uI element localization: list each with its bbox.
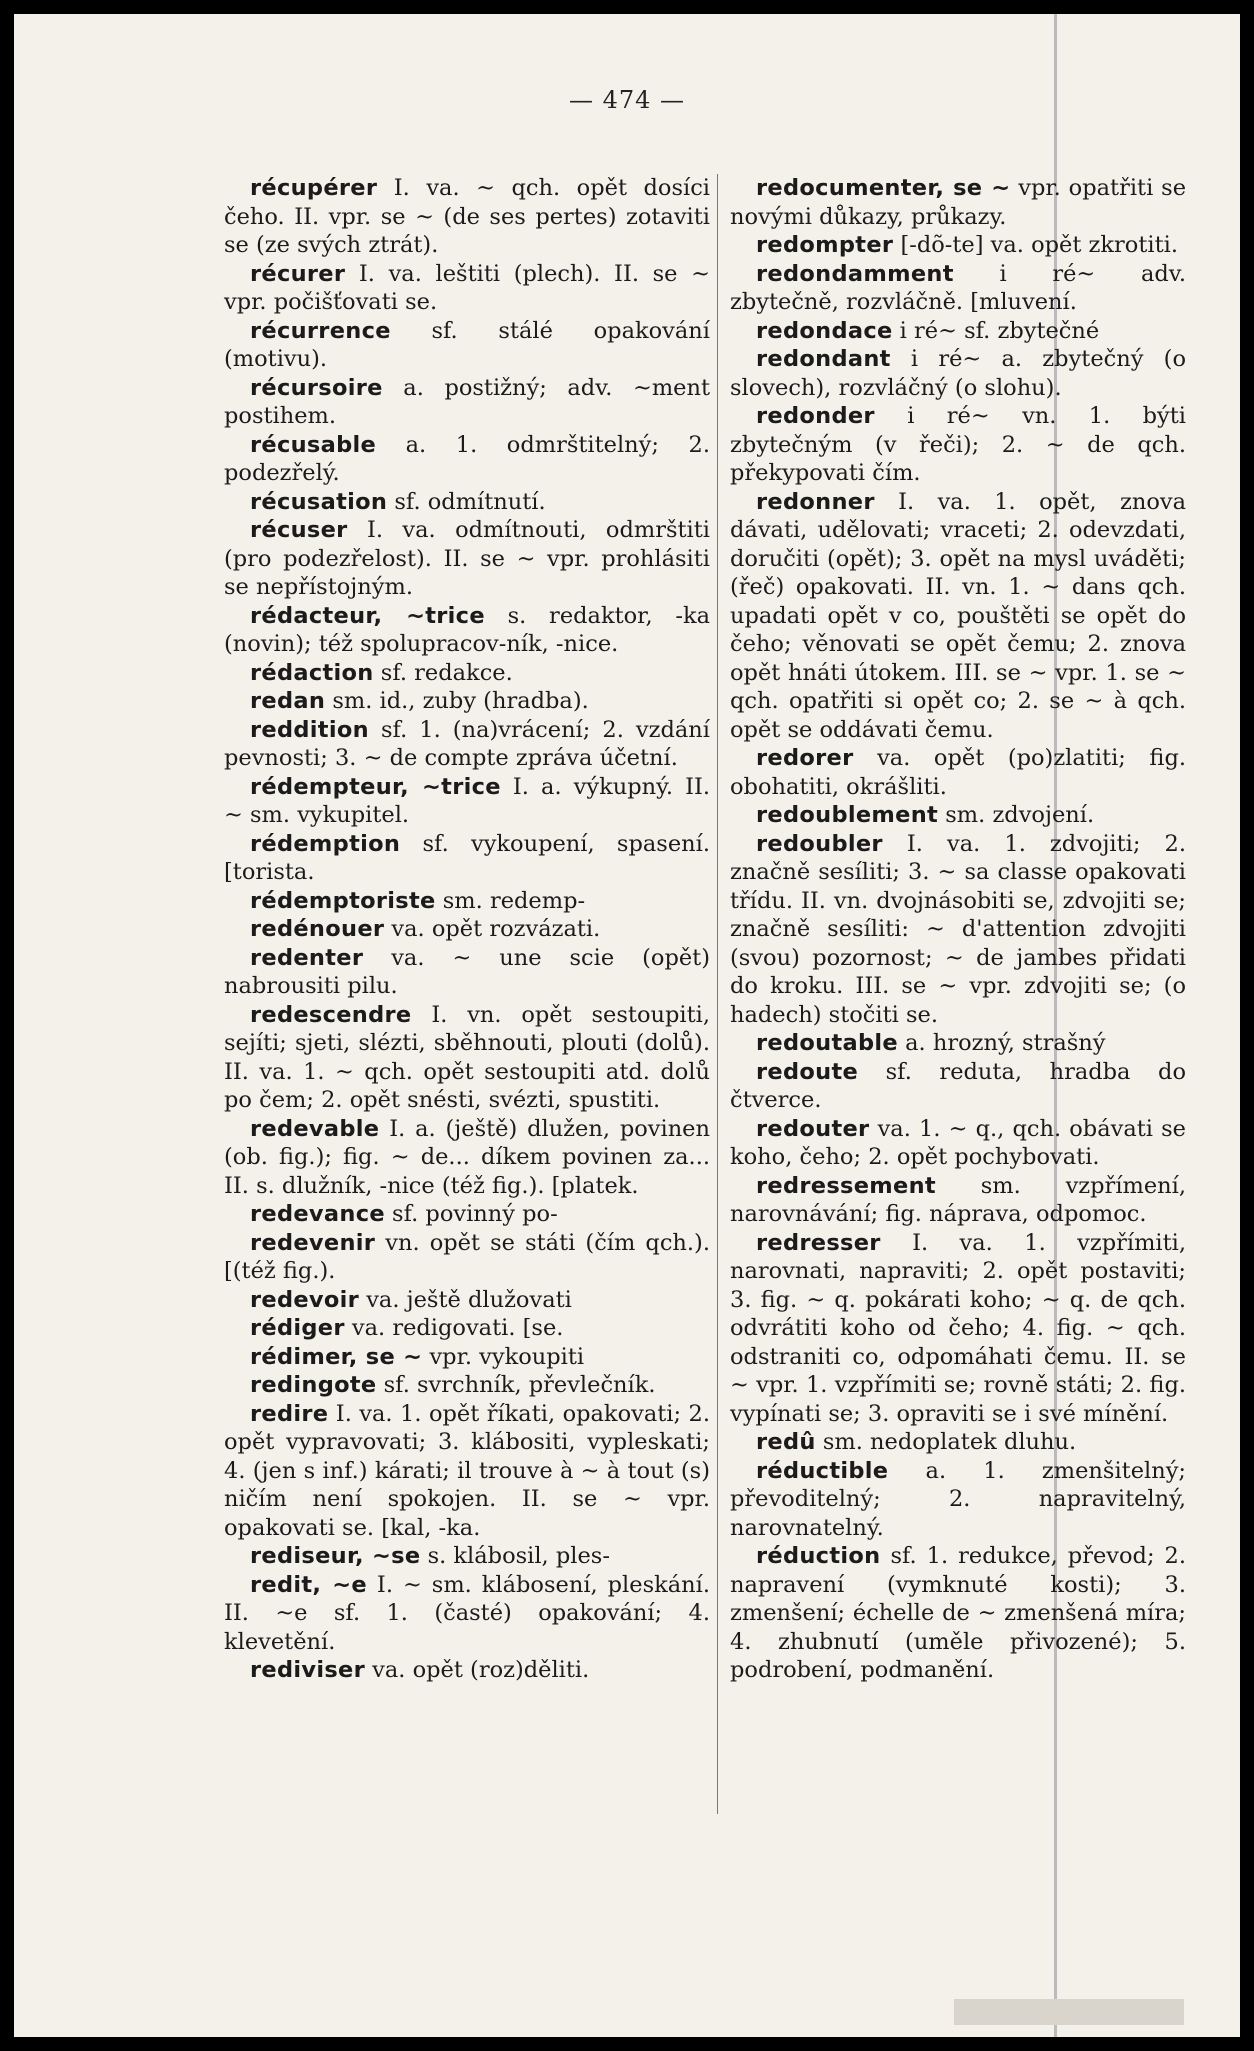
dictionary-entry: [730, 317, 1186, 346]
dictionary-entry: [224, 174, 710, 260]
entry-definition: I. ~ sm. klábosení, pleskání. II. ~e sf. 1. (časté) opakování; 4. klevetění.: [224, 1571, 710, 1655]
entry-headword: récurer: [250, 260, 346, 287]
entry-headword: rédiger: [250, 1315, 345, 1341]
entry-definition: sf. povinný po-: [384, 1201, 558, 1227]
entry-definition: vpr. vykoupiti: [422, 1343, 585, 1370]
dictionary-entry: [224, 1229, 710, 1286]
entry-headword: rédemptoriste: [250, 887, 436, 914]
dictionary-entry: [224, 1542, 710, 1571]
dictionary-entry: [730, 402, 1186, 488]
entry-definition: sm. zdvojení.: [938, 802, 1095, 828]
dictionary-entry: [224, 1286, 710, 1315]
entry-headword: récuser: [250, 517, 348, 543]
entry-definition: a. 1. odmrštitelný; 2. podezřelý.: [224, 431, 710, 486]
dictionary-entry: [730, 174, 1186, 231]
entry-definition: [-dõ-te] va. opět zkrotiti.: [893, 232, 1178, 258]
entry-definition: i ré~ vn. 1. býti zbytečným (v řeči); 2. ~ de qch. překypovati čím.: [730, 403, 1186, 486]
entry-headword: redocumenter, se ~: [756, 175, 1011, 201]
entry-headword: redit, ~e: [250, 1571, 367, 1598]
entry-headword: redan: [250, 688, 326, 714]
entry-headword: redresser: [756, 1229, 881, 1256]
dictionary-entry: [730, 488, 1186, 745]
dictionary-entry: [730, 1457, 1186, 1543]
dictionary-entry: [730, 1172, 1186, 1229]
dictionary-entry: [224, 516, 710, 602]
dictionary-entry: [224, 915, 710, 944]
entry-headword: rédimer, se ~: [250, 1343, 423, 1370]
entry-definition: va. opět (roz)děliti.: [365, 1657, 590, 1683]
entry-headword: redevance: [250, 1201, 385, 1227]
dictionary-entry: [224, 716, 710, 773]
dictionary-entry: [730, 1029, 1186, 1058]
entry-headword: récursoire: [250, 374, 383, 401]
entry-definition: i ré~ a. zbytečný (o slovech), rozvláčný (o slohu).: [730, 346, 1186, 401]
entry-headword: redressement: [756, 1172, 936, 1199]
dictionary-entry: [730, 260, 1186, 317]
entry-headword: rediviser: [250, 1657, 366, 1683]
dictionary-entry: [224, 317, 710, 374]
entry-headword: redire: [250, 1400, 329, 1427]
entry-headword: récurrence: [250, 317, 391, 344]
entry-definition: I. a. výkupný. II. ~ sm. vykupitel.: [224, 773, 710, 828]
dictionary-entry: [224, 944, 710, 1001]
entry-definition: i ré~ adv. zbytečně, rozvláčně. [mluvení.: [730, 260, 1186, 315]
dictionary-entry: [730, 744, 1186, 801]
entry-definition: sf. svrchník, převlečník.: [376, 1372, 656, 1398]
dictionary-entry: [224, 1314, 710, 1343]
entry-definition: vpr. opatřiti se novými důkazy, průkazy.: [730, 175, 1187, 230]
dictionary-entry: [730, 1428, 1186, 1457]
entry-headword: redoublement: [756, 802, 939, 828]
entry-headword: reddition: [250, 716, 369, 743]
entry-definition: va. opět (po)zlatiti; fig. obohatiti, okrášliti.: [730, 745, 1186, 800]
entry-headword: redescendre: [250, 1001, 412, 1028]
entry-headword: récusation: [250, 488, 388, 515]
dictionary-entry: [224, 1371, 710, 1400]
entry-headword: récupérer: [250, 175, 378, 201]
dictionary-entry: [224, 773, 710, 830]
entry-headword: redoutable: [756, 1030, 898, 1056]
entry-definition: I. va. ~ qch. opět dosíci čeho. II. vpr. se ~ (de ses pertes) zotaviti se (ze svých ztrát).: [224, 175, 710, 258]
entry-headword: rediseur, ~se: [250, 1543, 421, 1569]
entry-headword: redû: [756, 1429, 816, 1455]
entry-headword: redevable: [250, 1115, 380, 1142]
entry-headword: rédacteur, ~trice: [250, 602, 485, 629]
page-number: — 474 —: [568, 86, 686, 114]
entry-definition: va. opět rozvázati.: [384, 916, 601, 942]
entry-headword: réduction: [756, 1543, 881, 1569]
dictionary-entry: [224, 659, 710, 688]
entry-headword: rédemption: [250, 830, 401, 857]
entry-headword: réductible: [756, 1457, 889, 1484]
right-column: [730, 174, 1186, 1685]
column-divider: [717, 174, 718, 1814]
entry-definition: va. ~ une scie (opět) nabrousiti pilu.: [224, 944, 710, 999]
dictionary-entry: [224, 887, 710, 916]
dictionary-entry: [224, 602, 710, 659]
entry-definition: a. 1. zmenšitelný; převoditelný; 2. napravitelný, narovnatelný.: [730, 1457, 1186, 1541]
entry-headword: récusable: [250, 431, 377, 458]
entry-definition: va. 1. ~ q., qch. obávati se koho, čeho; 2. opět pochybovati.: [730, 1115, 1186, 1170]
entry-definition: sf. reduta, hradba do čtverce.: [730, 1058, 1186, 1113]
entry-definition: a. postižný; adv. ~ment postihem.: [224, 374, 710, 429]
dictionary-entry: [224, 1200, 710, 1229]
entry-definition: I. va. 1. zdvojiti; 2. značně sesíliti; 3. ~ sa classe opakovati třídu. II. vn. dvojnásobiti se, zdvojiti se; značně sesíliti: ~ d'attention zdvojiti (svou) pozornost; ~ de jambes přidati do kroku. III. se ~ vpr. zdvojiti se; (o hadech) stočiti se.: [730, 830, 1186, 1028]
dictionary-entry: [224, 830, 710, 887]
dictionary-entry: [224, 687, 710, 716]
entry-headword: redouter: [756, 1115, 870, 1142]
dictionary-entry: [224, 374, 710, 431]
entry-definition: s. klábosil, ples-: [420, 1543, 610, 1569]
entry-definition: s. redaktor, -ka (novin); též spolupracov-ník, -nice.: [224, 602, 710, 657]
entry-definition: sf. stálé opakování (motivu).: [224, 317, 710, 372]
entry-definition: sf. vykoupení, spasení. [torista.: [224, 830, 710, 885]
dictionary-entry: [730, 231, 1186, 260]
entry-definition: sf. 1. redukce, převod; 2. napravení (vymknuté kosti); 3. zmenšení; échelle de ~ zmenšená míra; 4. zhubnutí (uměle přivozené); 5. podrobení, podmanění.: [730, 1543, 1186, 1683]
entry-headword: redondace: [756, 317, 893, 344]
entry-headword: redoubler: [756, 830, 883, 857]
entry-headword: redondamment: [756, 260, 954, 287]
dictionary-page: [14, 14, 1240, 2037]
dictionary-entry: [224, 1343, 710, 1372]
dictionary-entry: [224, 1656, 710, 1685]
entry-definition: I. va. 1. opět říkati, opakovati; 2. opět vypravovati; 3. klábositi, vypleskati; 4. (jen s inf.) kárati; il trouve à ~ à tout (s) ničím není spokojen. II. se ~ vpr. opakovati se. [kal, -ka.: [224, 1400, 710, 1541]
entry-definition: i ré~ sf. zbytečné: [892, 317, 1100, 344]
dictionary-entry: [224, 1400, 710, 1543]
entry-definition: a. hrozný, strašný: [897, 1030, 1106, 1056]
dictionary-entry: [224, 488, 710, 517]
entry-definition: sf. redakce.: [373, 659, 513, 686]
dictionary-entry: [730, 830, 1186, 1030]
entry-definition: I. a. (ještě) dlužen, povinen (ob. fig.); fig. ~ de... díkem povinen za... II. s. dlužník, -nice (též fig.). [platek.: [224, 1115, 710, 1199]
entry-definition: sm. redemp-: [435, 887, 586, 914]
dictionary-entry: [730, 801, 1186, 830]
entry-definition: I. vn. opět sestoupiti, sejíti; sjeti, slézti, sběhnouti, plouti (dolů). II. va. 1. ~ qch. opět sestoupiti atd. dolů po čem; 2. opět snésti, svézti, spustiti.: [224, 1001, 710, 1113]
dictionary-entry: [224, 1115, 710, 1201]
dictionary-entry: [730, 1115, 1186, 1172]
dictionary-entry: [730, 1058, 1186, 1115]
scan-artifact-smudge: [954, 1999, 1184, 2025]
entry-headword: redénouer: [250, 916, 385, 942]
entry-definition: va. redigovati. [se.: [344, 1315, 564, 1341]
entry-headword: redondant: [756, 346, 891, 372]
dictionary-entry: [224, 260, 710, 317]
entry-definition: I. va. odmítnouti, odmrštiti (pro podezřelost). II. se ~ vpr. prohlásiti se nepřístojným.: [224, 517, 710, 600]
dictionary-entry: [224, 431, 710, 488]
dictionary-entry: [224, 1001, 710, 1115]
entry-headword: redompter: [756, 232, 894, 258]
dictionary-entry: [730, 1229, 1186, 1429]
entry-definition: va. ještě dlužovati: [359, 1286, 572, 1313]
entry-headword: redenter: [250, 944, 364, 971]
entry-definition: sf. odmítnutí.: [387, 488, 546, 515]
entry-definition: I. va. 1. opět, znova dávati, udělovati; vraceti; 2. odevzdati, doručiti (opět); 3. opět na mysl uváděti; (řeč) opakovati. II. vn. 1. ~ dans qch. upadati opět v co, pouštěti se opět do čeho; věnovati se opět čemu; 2. znova opět hnáti útokem. III. se ~ vpr. 1. se ~ qch. opatřiti si opět co; 2. se ~ à qch. opět se oddávati čemu.: [730, 488, 1186, 743]
entry-definition: vn. opět se státi (čím qch.). [(též fig.).: [224, 1229, 710, 1284]
entry-definition: sf. 1. (na)vrácení; 2. vzdání pevnosti; 3. ~ de compte zpráva účetní.: [224, 716, 710, 771]
entry-headword: redonner: [756, 488, 875, 515]
entry-definition: sm. vzpřímení, narovnávání; fig. náprava, odpomoc.: [730, 1172, 1186, 1227]
entry-headword: redorer: [756, 745, 854, 771]
entry-headword: rédaction: [250, 659, 374, 686]
dictionary-entry: [730, 1542, 1186, 1685]
entry-definition: I. va. 1. vzpřímiti, narovnati, napraviti; 2. opět postaviti; 3. fig. ~ q. pokárati koho; ~ q. de qch. odvrátiti koho od čeho; 4. fig. ~ qch. odstraniti co, odpomáhati čemu. II. se ~ vpr. 1. vzpřímiti se; rovně státi; 2. fig. vypínati se; 3. opraviti se i své mínění.: [730, 1229, 1186, 1427]
entry-headword: redevenir: [250, 1229, 376, 1256]
entry-definition: I. va. leštiti (plech). II. se ~ vpr. počišťovati se.: [224, 260, 710, 315]
entry-headword: redevoir: [250, 1286, 360, 1313]
dictionary-entry: [224, 1571, 710, 1657]
entry-headword: redingote: [250, 1372, 377, 1398]
entry-headword: rédempteur, ~trice: [250, 773, 501, 800]
left-column: [224, 174, 710, 1685]
entry-definition: sm. id., zuby (hradba).: [325, 688, 589, 714]
entry-definition: sm. nedoplatek dluhu.: [815, 1429, 1077, 1455]
entry-headword: redonder: [756, 403, 875, 429]
entry-headword: redoute: [756, 1058, 859, 1085]
dictionary-entry: [730, 345, 1186, 402]
